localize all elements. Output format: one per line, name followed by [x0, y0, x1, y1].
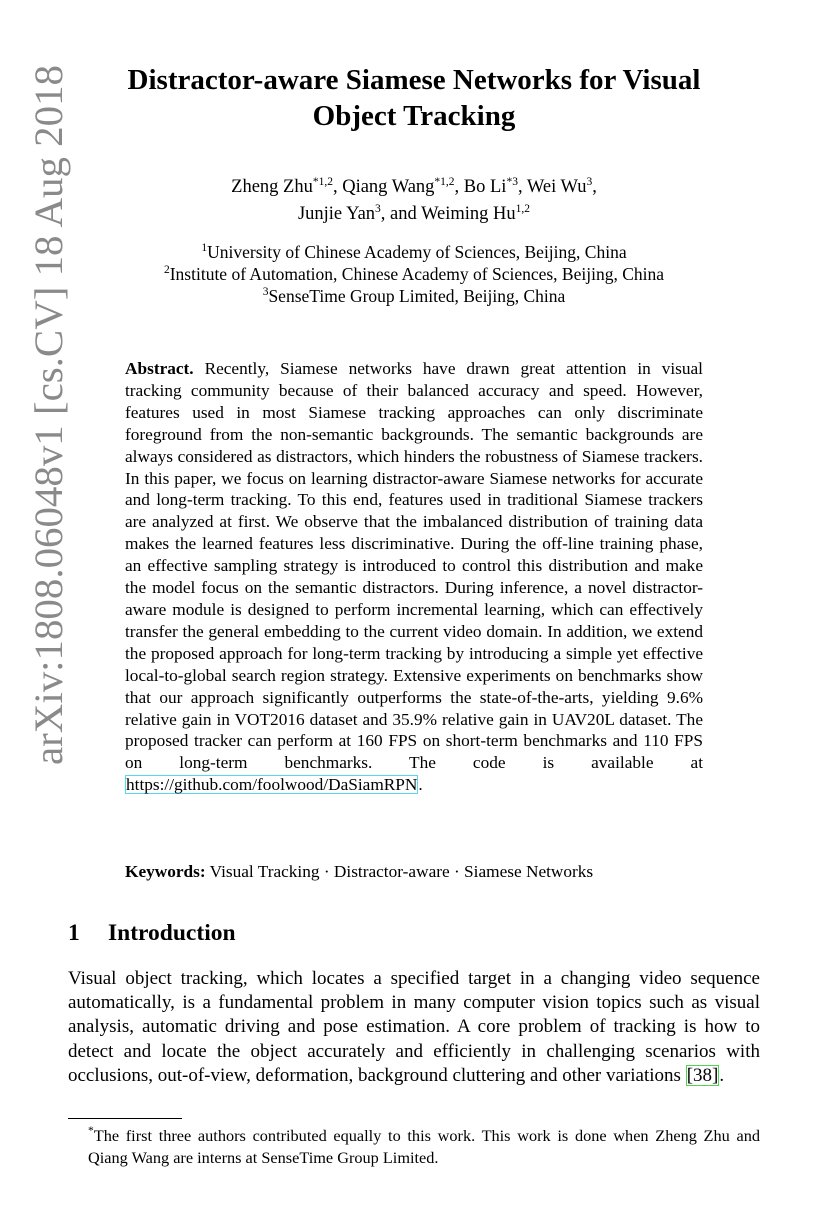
- affiliation-list: [70, 241, 758, 307]
- section-heading: [68, 919, 236, 947]
- abstract: Abstract. Recently, Siamese networks have drawn great attention in visual tracking community because of their balanced accuracy and speed. However, features used in most Siamese tracking approaches can only discriminate foreground from the non-semantic backgrounds. The semantic backgrounds are always considered as distractors, which hinders the robustness of Siamese trackers. In this paper, we focus on learning distractor-aware Siamese networks for accurate and long-term tracking. To this end, features used in traditional Siamese trackers are analyzed at first. We observe that the imbalanced distribution of training data makes the learned features less discriminative. During the off-line training phase, an effective sampling strategy is introduced to control this distribution and make the model focus on the semantic distractors. During inference, a novel distractor-aware module is designed to perform incremental learning, which can effectively transfer the general embedding to the current video domain. In addition, we extend the proposed approach for long-term tracking by introducing a simple yet effective local-to-global search region strategy. Extensive experiments on benchmarks show that our approach significantly outperforms the state-of-the-arts, yielding 9.6% relative gain in VOT2016 dataset and 35.9% relative gain in UAV20L dataset. The proposed tracker can perform at 160 FPS on short-term benchmarks and 110 FPS on long-term benchmarks. The code is available at https://github.com/foolwood/DaSiamRPN.: [125, 359, 703, 795]
- introduction-paragraph: Visual object tracking, which locates a specified target in a changing video sequence automatically, is a fundamental problem in many computer vision topics such as visual analysis, automatic driving and pose estimation. A core problem of tracking is how to detect and locate the object accurately and efficiently in challenging scenarios with occlusions, out-of-view, deformation, background cluttering and other variations [38].: [68, 968, 760, 1086]
- author-affiliation-mark: 3: [375, 203, 381, 215]
- author-name: Wei Wu: [526, 177, 587, 197]
- code-repository-link[interactable]: https://github.com/foolwood/DaSiamRPN: [126, 775, 418, 795]
- author-affiliation-mark: 1,2: [515, 203, 531, 215]
- affiliation: $^1$University of Chinese Academy of Sciences, Beijing, China: [201, 242, 627, 262]
- section-title: Introduction: [108, 920, 236, 946]
- affiliation: $^2$Institute of Automation, Chinese Academy of Sciences, Beijing, China: [163, 264, 665, 284]
- section-number: 1: [68, 920, 80, 946]
- keywords-list: Visual Tracking · Distractor-aware · Siamese Networks: [209, 862, 594, 881]
- author-name: Junjie Yan: [297, 204, 376, 224]
- footnote: [88, 1125, 760, 1169]
- title-line-1: Distractor-aware Siamese Networks for Visual: [127, 64, 701, 96]
- author-name: Weiming Hu: [421, 204, 516, 224]
- paper-title: [70, 62, 758, 134]
- author-line-2: Junjie Yan$^3$, and Weiming Hu$^{1,2}$: [297, 203, 531, 224]
- author-list: [70, 174, 758, 228]
- author-affiliation-mark: *1,2: [434, 176, 455, 188]
- footnote-text: The first three authors contributed equally to this work. This work is done when Zheng Zhu and Qiang Wang are interns at SenseTime Group Limited.: [88, 1126, 760, 1167]
- footnote-divider: [68, 1118, 182, 1119]
- arxiv-identifier: arXiv:1808.06048v1 [cs.CV] 18 Aug 2018: [26, 80, 71, 765]
- arxiv-side-stamp: [18, 60, 74, 770]
- author-affiliation-mark: *3: [506, 176, 518, 188]
- keywords-label: Keywords:: [125, 862, 206, 881]
- author-line-1: Zheng Zhu$^{*1,2}$, Qiang Wang$^{*1,2}$, Bo Li$^{*3}$, Wei Wu$^3$,: [231, 176, 597, 197]
- author-affiliation-mark: 3: [586, 176, 593, 188]
- title-line-2: Object Tracking: [312, 100, 516, 132]
- abstract-label: Abstract.: [125, 359, 194, 378]
- footnote-mark: *: [88, 1125, 94, 1137]
- citation-link[interactable]: [38]: [686, 1064, 719, 1086]
- author-name: Qiang Wang: [342, 177, 435, 197]
- author-name: Zheng Zhu: [231, 177, 313, 197]
- affiliation: $^3$SenseTime Group Limited, Beijing, China: [262, 286, 566, 306]
- author-affiliation-mark: *1,2: [312, 176, 333, 188]
- author-name: Bo Li: [463, 177, 507, 197]
- abstract-body: Recently, Siamese networks have drawn great attention in visual tracking community because of their balanced accuracy and speed. However, features used in most Siamese tracking approaches can only discriminate foreground from the non-semantic backgrounds. The semantic backgrounds are always considered as distractors, which hinders the robustness of Siamese trackers. In this paper, we focus on learning distractor-aware Siamese networks for accurate and long-term tracking. To this end, features used in traditional Siamese trackers are analyzed at first. We observe that the imbalanced distribution of training data makes the learned features less discriminative. During the off-line training phase, an effective sampling strategy is introduced to control this distribution and make the model focus on the semantic distractors. During inference, a novel distractor-aware module is designed to perform incremental learning, which can effectively transfer the general embedding to the current video domain. In addition, we extend the proposed approach for long-term tracking by introducing a simple yet effective local-to-global search region strategy. Extensive experiments on benchmarks show that our approach significantly outperforms the state-of-the-arts, yielding 9.6% relative gain in VOT2016 dataset and 35.9% relative gain in UAV20L dataset. The proposed tracker can perform at 160 FPS on short-term benchmarks and 110 FPS on long-term benchmarks. The code is available at: [125, 359, 703, 773]
- keywords: [125, 861, 725, 883]
